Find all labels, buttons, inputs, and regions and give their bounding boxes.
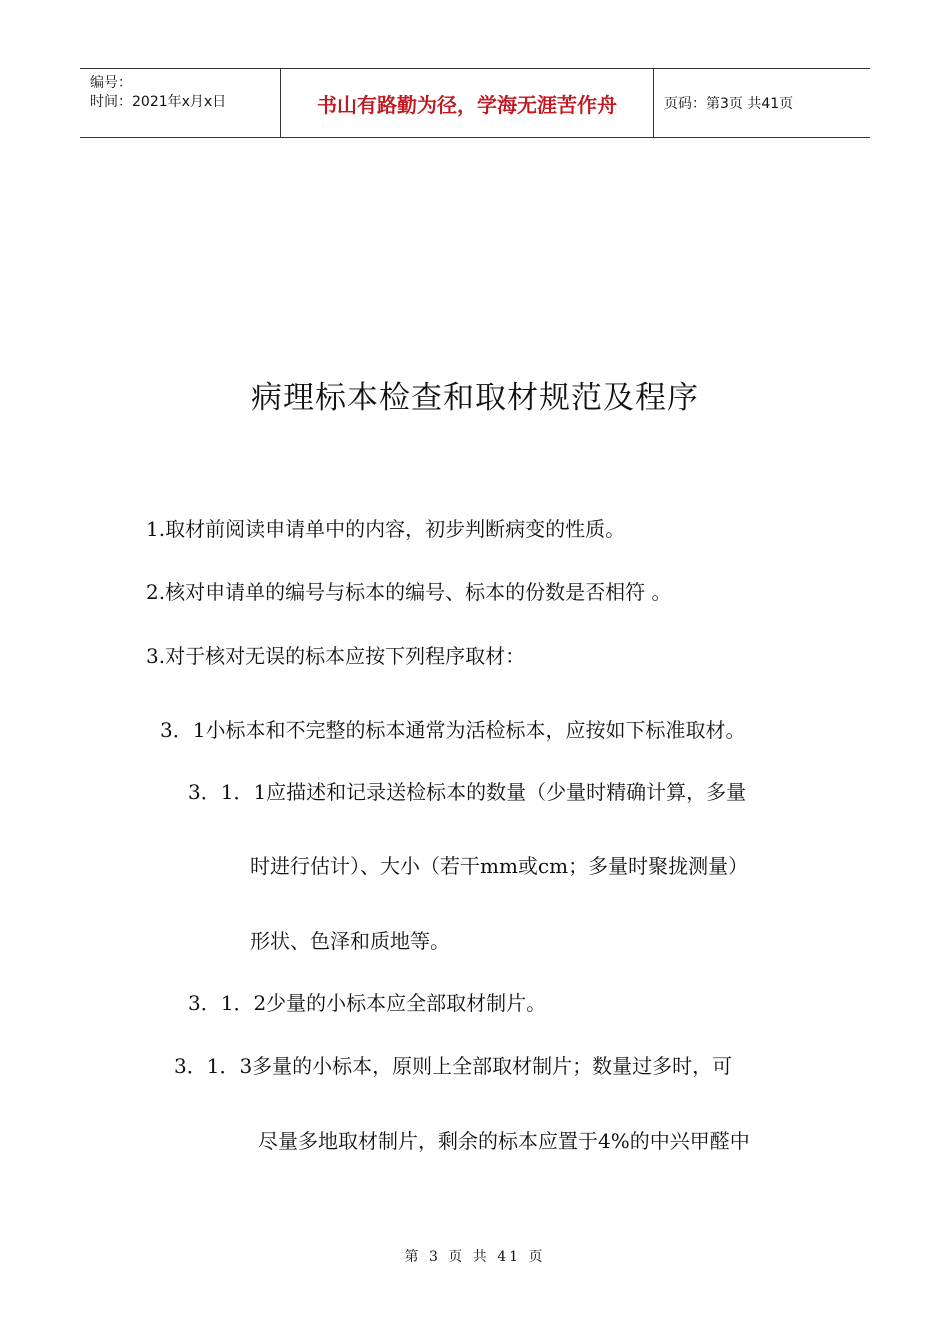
header-motto-cell [281,69,654,137]
paragraph-3: 3.对于核对无误的标本应按下列程序取材： [146,644,526,668]
page-footer: 第 3 页 共 41 页 [404,1249,546,1265]
paragraph-3-1-3: 3．1．3多量的小标本，原则上全部取材制片；数量过多时，可 [174,1054,733,1078]
document-number-label: 编号： [90,75,132,91]
paragraph-3-1-1: 3．1．1应描述和记录送检标本的数量（少量时精确计算，多量 [188,780,747,804]
header-page-code: 页码：第3页 共41页 [664,96,794,112]
paragraph-3-1-1-cont-1: 时进行估计）、大小（若干mm或cm；多量时聚拢测量） [250,854,749,878]
paragraph-3-1: 3．1小标本和不完整的标本通常为活检标本，应按如下标准取材。 [160,718,746,742]
paragraph-2: 2.核对申请单的编号与标本的编号、标本的份数是否相符 。 [146,580,672,604]
paragraph-3-1-3-cont: 尽量多地取材制片，剩余的标本应置于4%的中兴甲醛中 [258,1129,750,1153]
paragraph-1: 1.取材前阅读申请单中的内容，初步判断病变的性质。 [146,517,626,541]
header-left-cell [80,69,281,137]
header-page-cell [654,69,870,137]
paragraph-3-1-2: 3．1．2少量的小标本应全部取材制片。 [188,991,547,1015]
paragraph-3-1-1-cont-2: 形状、色泽和质地等。 [250,929,450,953]
document-title: 病理标本检查和取材规范及程序 [251,380,699,416]
document-date-label: 时间：2021年x月x日 [90,94,227,110]
header-motto: 书山有路勤为径，学海无涯苦作舟 [317,92,617,117]
page-header [80,68,870,138]
